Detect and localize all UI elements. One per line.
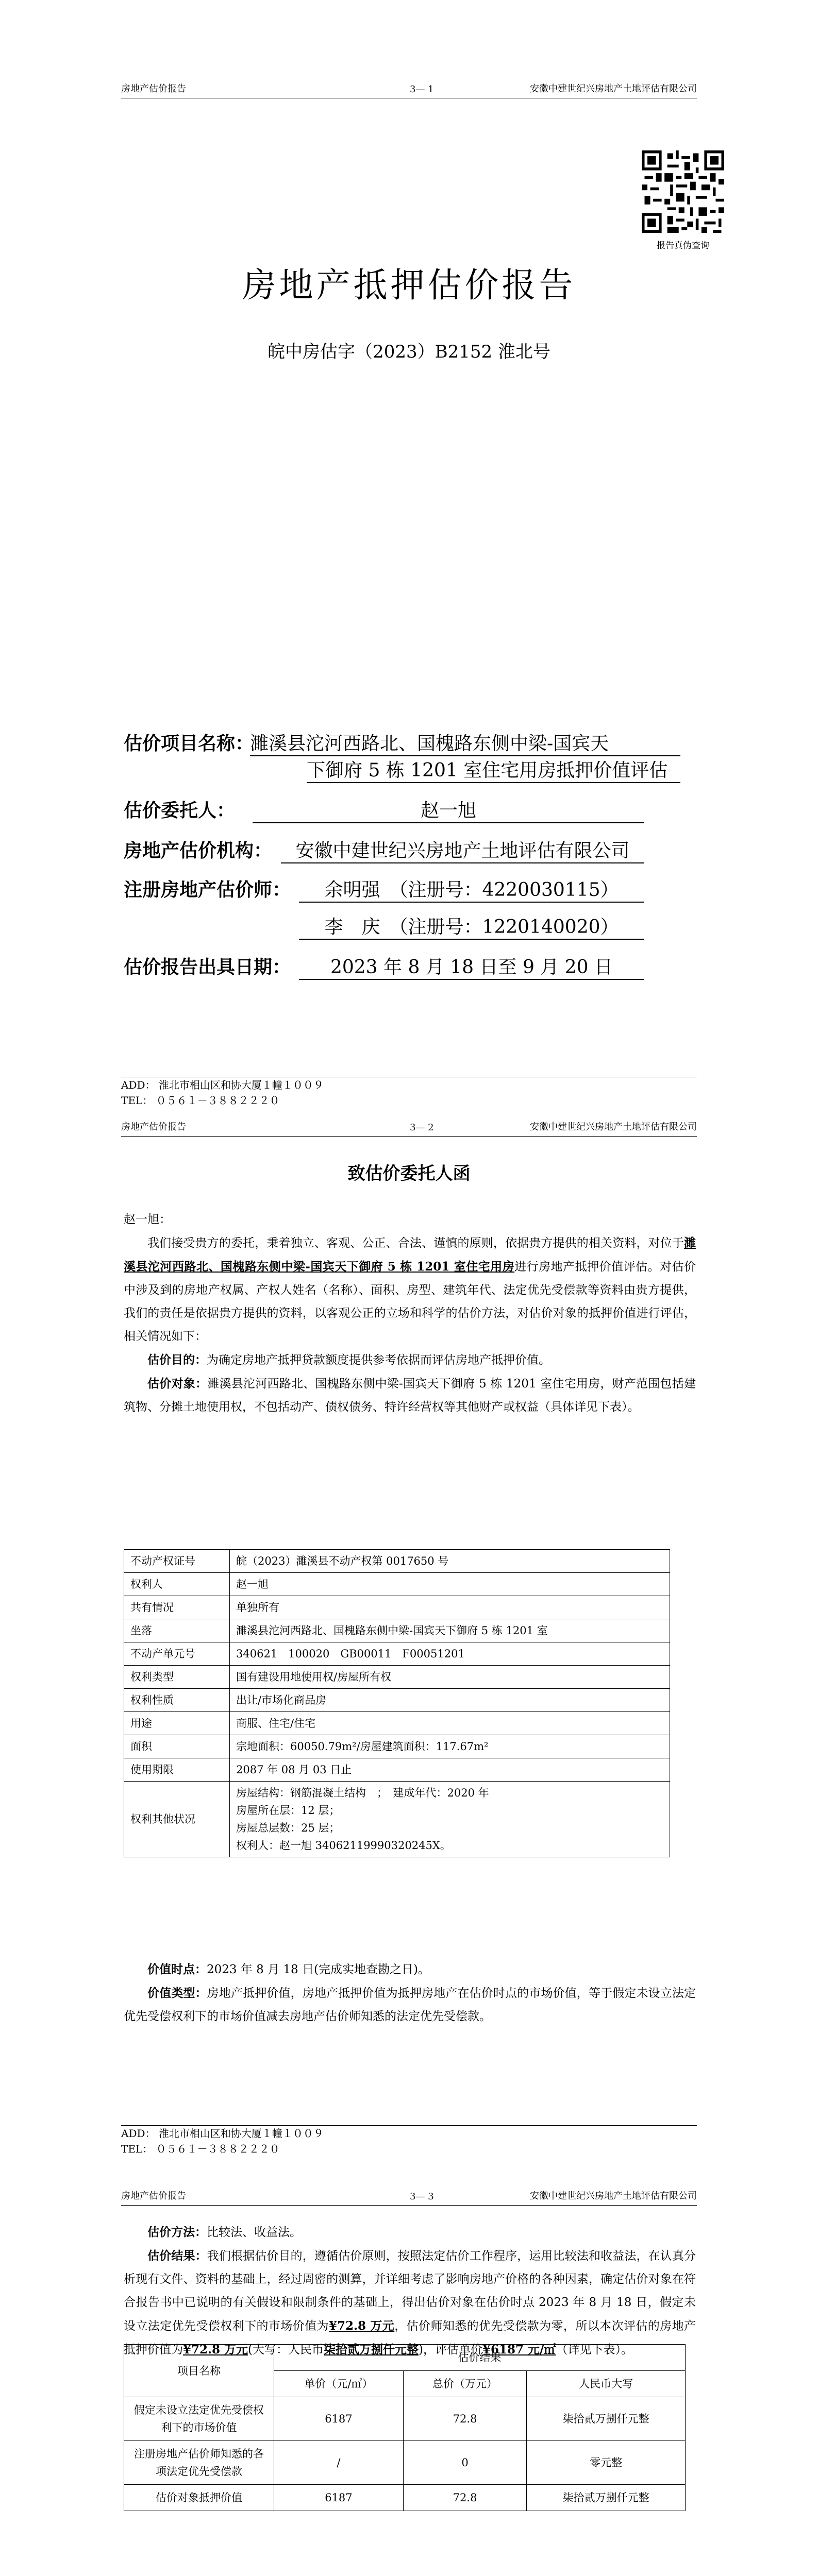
footer-address: ADD： 淮北市相山区和协大厦１幢１００９	[121, 1079, 324, 1091]
col-total: 总价（万元）	[403, 2371, 526, 2397]
cell-name: 注册房地产估价师知悉的各项法定优先受偿款	[124, 2441, 274, 2485]
table-row	[124, 2441, 686, 2485]
row-key: 权利其他状况	[124, 1782, 230, 1857]
header-page-number: 3— 1	[410, 84, 434, 95]
property-table	[124, 1549, 670, 1857]
cell-unit: 6187	[274, 2397, 404, 2441]
row-key: 坐落	[124, 1619, 230, 1642]
row-key: 用途	[124, 1712, 230, 1735]
row-key: 权利类型	[124, 1666, 230, 1689]
table-row	[124, 1642, 670, 1666]
cover-page	[0, 0, 818, 1107]
row-value: 皖（2023）濉溪县不动产权第 0017650 号	[230, 1550, 670, 1573]
date-label: 估价报告出具日期：	[124, 956, 291, 978]
intro-paragraph: 我们接受贵方的委托，秉着独立、客观、公正、合法、谨慎的原则，依据贵方提供的相关资料，对位于濉溪县沱河西路北、国槐路东侧中梁-国宾天下御府 5 栋 1201 室住宅用房进行房地产抵押价值评估。对估价中涉及到的房地产权属、产权人姓名（名称）、面积、房型、建筑年代、法定优先受偿款等资料由贵方提供，我们的责任是依据贵方提供的资料，以客观公正的立场和科学的估价方法，对估价对象的抵押价值进行评估，相关情况如下：	[124, 1236, 696, 1343]
table-row	[124, 1666, 670, 1689]
appraiser-2: 李 庆 （注册号：1220140020）	[299, 912, 644, 940]
cell-name: 估价对象抵押价值	[124, 2485, 274, 2511]
col-result: 估价结果	[274, 2345, 686, 2371]
header-right: 安徽中建世纪兴房地产土地评估有限公司	[530, 1122, 697, 1132]
row-key: 权利人	[124, 1573, 230, 1596]
row-value: 340621 100020 GB00011 F00051201	[230, 1642, 670, 1666]
table-row	[124, 1758, 670, 1782]
letter-body	[124, 1208, 696, 1419]
table-row	[124, 1619, 670, 1642]
page-footer	[121, 2125, 697, 2157]
page-header	[121, 2190, 697, 2206]
row-value: 商服、住宅/住宅	[230, 1712, 670, 1735]
report-title: 房地产抵押估价报告	[242, 265, 576, 305]
col-item: 项目名称	[124, 2345, 274, 2397]
project-value-line1: 濉溪县沱河西路北、国槐路东侧中梁-国宾天	[250, 729, 680, 756]
letter-title: 致估价委托人函	[347, 1163, 471, 1184]
header-left: 房地产估价报告	[121, 83, 186, 94]
row-key: 使用期限	[124, 1758, 230, 1782]
header-left: 房地产估价报告	[121, 1122, 186, 1132]
table-row	[124, 1596, 670, 1619]
row-value: 出让/市场化商品房	[230, 1689, 670, 1712]
row-value: 国有建设用地使用权/房屋所有权	[230, 1666, 670, 1689]
row-value: 濉溪县沱河西路北、国槐路东侧中梁-国宾天下御府 5 栋 1201 室	[230, 1619, 670, 1642]
other-line: 房屋结构：钢筋混凝土结构 ； 建成年代：2020 年	[236, 1787, 489, 1799]
cover-info	[124, 729, 696, 1018]
cell-unit: 6187	[274, 2485, 404, 2511]
table-row	[124, 2397, 686, 2441]
result-paragraph: 估价结果：我们根据估价目的，遵循估价原则，按照法定估价工作程序，运用比较法和收益法，在认真分析现有文件、资料的基础上，经过周密的测算，并详细考虑了影响房地产价格的各种因素，确定估价对象在符合报告书中已说明的有关假设和限制条件的基础上，得出估价对象在估价时点 2023 年 8 月 18 日，假定未设立法定优先受偿权利下的市场价值为¥72.8 万元，估价师知悉的优先受偿款为零，所以本次评估的房地产抵押价值为¥72.8 万元(大写：人民币柒拾贰万捌仟元整)，评估单价¥6187 元/㎡（详见下表）。	[124, 2249, 696, 2357]
page-header	[121, 82, 697, 98]
footer-tel: TEL： ０５６１－３８８２２２０	[121, 1094, 280, 1107]
value-type-paragraph: 价值类型：房地产抵押价值，房地产抵押价值为抵押房地产在估价时点的市场价值，等于假定未设立法定优先受偿权利下的市场价值减去房地产估价师知悉的法定优先受偿款。	[124, 1986, 696, 2023]
cell-upper: 柒拾贰万捌仟元整	[527, 2485, 686, 2511]
page-header	[121, 1121, 697, 1137]
cell-upper: 零元整	[527, 2441, 686, 2485]
qr-caption: 报告真伪查询	[657, 241, 709, 251]
cell-upper: 柒拾贰万捌仟元整	[527, 2397, 686, 2441]
project-label: 估价项目名称：	[124, 733, 254, 754]
cell-unit: /	[274, 2441, 404, 2485]
row-key: 共有情况	[124, 1596, 230, 1619]
date-value: 2023 年 8 月 18 日至 9 月 20 日	[299, 953, 644, 980]
cell-total: 0	[403, 2441, 526, 2485]
row-key: 权利性质	[124, 1689, 230, 1712]
project-value-line2: 下御府 5 栋 1201 室住宅用房抵押价值评估	[307, 756, 680, 783]
appraiser-label: 注册房地产估价师：	[124, 879, 291, 901]
row-value: 赵一旭	[230, 1573, 670, 1596]
client-label: 估价委托人：	[124, 800, 236, 821]
qr-code-icon[interactable]	[642, 150, 724, 233]
header-page-number: 3— 2	[410, 1122, 434, 1133]
appraiser-1: 余明强 （注册号：4220030115）	[299, 875, 644, 903]
row-value: 宗地面积：60050.79m²/房屋建筑面积：117.67m²	[230, 1735, 670, 1758]
org-label: 房地产估价机构：	[124, 840, 273, 861]
header-right: 安徽中建世纪兴房地产土地评估有限公司	[530, 83, 697, 94]
table-row	[124, 1735, 670, 1758]
other-line: 房屋总层数：25 层；	[236, 1822, 340, 1834]
col-upper: 人民币大写	[527, 2371, 686, 2397]
cell-name: 假定未设立法定优先受偿权利下的市场价值	[124, 2397, 274, 2441]
header-page-number: 3— 3	[410, 2191, 434, 2202]
row-key: 面积	[124, 1735, 230, 1758]
row-value	[230, 1782, 670, 1857]
table-row	[124, 1712, 670, 1735]
result-block	[124, 2221, 696, 2362]
salutation: 赵一旭：	[124, 1213, 171, 1226]
table-row	[124, 1550, 670, 1573]
row-key: 不动产单元号	[124, 1642, 230, 1666]
header-left: 房地产估价报告	[121, 2191, 186, 2201]
table-row	[124, 2485, 686, 2511]
page-footer	[121, 1077, 697, 1108]
table-row	[124, 1689, 670, 1712]
footer-tel: TEL： ０５６１－３８８２２２０	[121, 2143, 280, 2155]
row-value: 单独所有	[230, 1596, 670, 1619]
table-row	[124, 1573, 670, 1596]
row-value: 2087 年 08 月 03 日止	[230, 1758, 670, 1782]
method-paragraph: 估价方法：比较法、收益法。	[147, 2225, 302, 2239]
table-row	[124, 1782, 670, 1857]
col-unit: 单价（元/㎡）	[274, 2371, 404, 2397]
other-line: 房屋所在层：12 层；	[236, 1804, 340, 1817]
footer-address: ADD： 淮北市相山区和协大厦１幢１００９	[121, 2127, 324, 2140]
cell-total: 72.8	[403, 2485, 526, 2511]
header-right: 安徽中建世纪兴房地产土地评估有限公司	[530, 2191, 697, 2201]
value-date-block	[124, 1958, 696, 2028]
report-number: 皖中房估字（2023）B2152 淮北号	[268, 342, 550, 362]
purpose-paragraph: 估价目的：为确定房地产抵押贷款额度提供参考依据而评估房地产抵押价值。	[147, 1353, 550, 1367]
org-value: 安徽中建世纪兴房地产土地评估有限公司	[281, 836, 644, 863]
value-date-paragraph: 价值时点：2023 年 8 月 18 日(完成实地查勘之日)。	[147, 1962, 430, 1976]
cell-total: 72.8	[403, 2397, 526, 2441]
other-line: 权利人：赵一旭 34062119990320245X。	[236, 1839, 451, 1852]
row-key: 不动产权证号	[124, 1550, 230, 1573]
valuation-result-table	[124, 2344, 686, 2511]
object-paragraph: 估价对象：濉溪县沱河西路北、国槐路东侧中梁-国宾天下御府 5 栋 1201 室住宅用房，财产范围包括建筑物、分摊土地使用权，不包括动产、债权债务、特许经营权等其他财产或权益（具体详见下表）。	[124, 1377, 696, 1414]
client-value: 赵一旭	[253, 796, 644, 823]
